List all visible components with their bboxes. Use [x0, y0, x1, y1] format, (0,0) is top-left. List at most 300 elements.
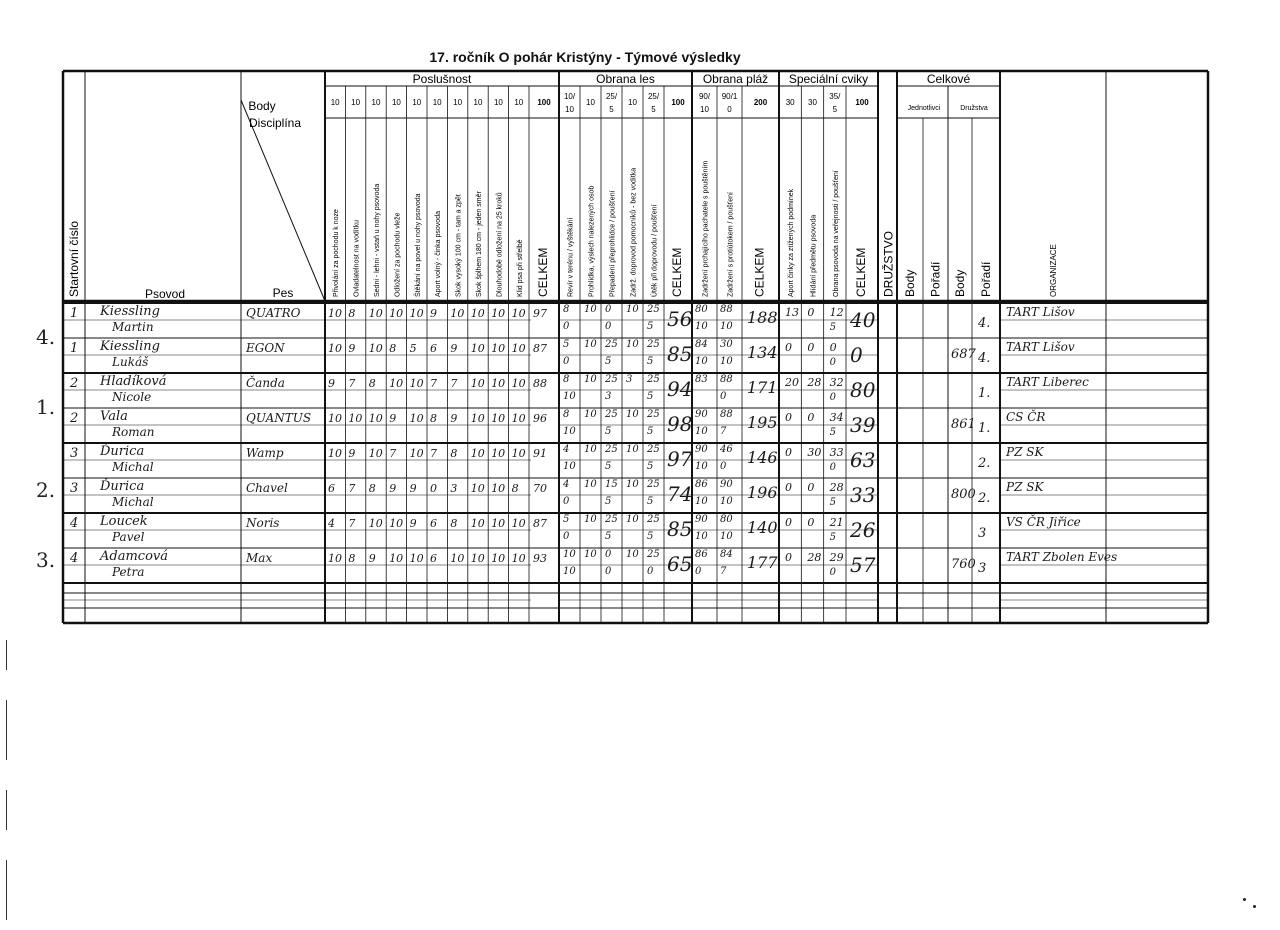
organizace-name: CS ČR: [1006, 410, 1046, 424]
poslusnost-score: 7: [389, 447, 397, 460]
specialni-celkem-label: CELKEM: [854, 247, 868, 297]
obrana-les-score: 25: [647, 514, 660, 525]
obrana-les-score: 10: [626, 444, 639, 455]
obrana-les-score-sub: 10: [563, 461, 576, 472]
obrana-les-score: 25: [605, 339, 618, 350]
specialni-score: 30: [807, 446, 822, 459]
obrana-plaz-score: 84: [695, 339, 708, 350]
obrana-les-score: 10: [584, 514, 597, 525]
scan-speck: [1243, 898, 1246, 901]
obrana-les-score-sub: 5: [605, 461, 612, 472]
poslusnost-celkem-label: CELKEM: [536, 247, 550, 297]
obrana-plaz-discipline-label: Zadržení s protiútokem / poušťení: [727, 192, 735, 297]
obrana-les-points: 10: [565, 105, 574, 114]
poslusnost-points: 10: [453, 98, 463, 107]
obrana-plaz-celkem: 188: [747, 308, 778, 327]
team-rank-margin: 3.: [36, 548, 56, 572]
obrana-les-score: 25: [605, 374, 618, 385]
obrana-les-score: 10: [626, 339, 639, 350]
obrana-les-score-sub: 0: [563, 356, 570, 367]
obrana-les-score: 10: [626, 549, 639, 560]
specialni-score-sub: 0: [829, 392, 837, 403]
obrana-plaz-score-sub: 10: [720, 356, 733, 367]
poslusnost-points: 10: [412, 98, 422, 107]
organizace-name: TART Lišov: [1006, 340, 1075, 354]
poslusnost-score: 10: [368, 412, 383, 425]
obrana-plaz-celkem: 195: [747, 413, 778, 432]
specialni-celkem: 33: [850, 483, 876, 507]
obrana-les-points: 10: [586, 98, 595, 107]
obrana-plaz-score-sub: 7: [720, 426, 727, 437]
celkove-discipline-label: Pořadí: [928, 261, 943, 297]
obrana-les-score-sub: 5: [605, 426, 612, 437]
obrana-les-score-sub: 10: [563, 566, 576, 577]
poslusnost-score: 10: [389, 552, 404, 565]
obrana-plaz-points: 10: [700, 105, 709, 114]
poslusnost-total-points: 100: [537, 98, 551, 107]
celkove-discipline-label: Pořadí: [979, 261, 993, 297]
poslusnost-score: 7: [348, 482, 356, 495]
obrana-plaz-celkem-label: CELKEM: [752, 247, 767, 297]
psovod-firstname: Michal: [112, 495, 154, 509]
specialni-score: 0: [785, 341, 792, 354]
poslusnost-score: 7: [430, 377, 437, 390]
pes-name: Wamp: [246, 446, 284, 460]
poradi-druzstva: 4.: [978, 351, 991, 366]
obrana-plaz-score: 88: [720, 374, 733, 385]
obrana-les-points: 25/: [647, 92, 660, 101]
obrana-les-discipline-label: Útěk při doprovodu / poušťení: [651, 204, 659, 297]
specialni-score-sub: 0: [829, 357, 837, 368]
psovod-firstname: Petra: [112, 565, 145, 579]
specialni-score: 0: [785, 446, 792, 459]
specialni-discipline-label: Hlídání předmětu psovoda: [810, 214, 818, 297]
poslusnost-score: 10: [470, 517, 485, 530]
body-label: Body: [248, 99, 276, 113]
poslusnost-score: 10: [511, 412, 526, 425]
specialni-score: 0: [807, 481, 815, 494]
obrana-les-score: 4: [563, 479, 570, 490]
specialni-score: 0: [807, 516, 815, 529]
obrana-les-score: 10: [626, 514, 639, 525]
obrana-les-score: 25: [647, 549, 660, 560]
obrana-plaz-score: 88: [720, 409, 733, 420]
specialni-score-sub: 0: [829, 567, 837, 578]
obrana-les-score: 10: [584, 409, 597, 420]
obrana-plaz-score-sub: 10: [695, 531, 708, 542]
obrana-les-score-sub: 3: [605, 391, 612, 402]
obrana-les-score: 0: [605, 304, 612, 315]
poslusnost-score: 10: [491, 342, 506, 355]
group-poslusnost: Poslušnost: [412, 72, 472, 86]
obrana-plaz-score-sub: 0: [720, 461, 727, 472]
obrana-les-score: 25: [647, 374, 660, 385]
druzstvo-label: DRUŽSTVO: [881, 231, 896, 297]
obrana-les-score: 10: [584, 479, 597, 490]
poslusnost-score: 10: [389, 377, 404, 390]
obrana-les-points: 5: [651, 105, 656, 114]
poslusnost-score: 10: [328, 552, 342, 565]
obrana-les-score-sub: 0: [605, 321, 612, 332]
body-druzstva: 800: [951, 487, 976, 502]
pes-name: QUANTUS: [246, 411, 312, 425]
poslusnost-score: 10: [409, 447, 424, 460]
obrana-les-score-sub: 0: [563, 496, 570, 507]
poradi-druzstva: 3: [978, 561, 987, 576]
celkove-discipline-label: Body: [953, 269, 967, 297]
psovod-surname: Ďurica: [100, 444, 145, 459]
poslusnost-score: 8: [368, 482, 376, 495]
poslusnost-score: 9: [389, 482, 397, 495]
obrana-les-celkem: 85: [667, 342, 693, 366]
poslusnost-celkem: 87: [533, 517, 547, 530]
disciplina-label: Disciplína: [248, 116, 302, 130]
obrana-les-score: 10: [626, 479, 639, 490]
obrana-les-score: 25: [647, 409, 660, 420]
poslusnost-discipline-label: Skok vysoký 100 cm - tam a zpět: [455, 194, 463, 297]
start-number: 4: [70, 516, 79, 531]
obrana-plaz-celkem: 140: [747, 518, 778, 537]
specialni-celkem: 40: [850, 308, 876, 332]
obrana-les-celkem: 85: [667, 517, 693, 541]
specialni-score: 0: [807, 341, 815, 354]
margin-mark: [6, 700, 7, 760]
obrana-plaz-score: 88: [720, 304, 733, 315]
poslusnost-discipline-label: Skok šplhem 180 cm - jeden směr: [476, 191, 483, 297]
group-specialni: Speciální cviky: [788, 72, 869, 86]
poslusnost-score: 7: [348, 517, 356, 530]
obrana-les-total-points: 100: [671, 98, 685, 107]
obrana-plaz-points: 0: [727, 105, 732, 114]
obrana-plaz-score-sub: 10: [695, 461, 708, 472]
poslusnost-discipline-label: Štěkání na povel u nohy psovoda: [414, 193, 422, 297]
poslusnost-score: 10: [409, 412, 424, 425]
obrana-les-score: 25: [647, 339, 660, 350]
psovod-firstname: Pavel: [112, 530, 145, 544]
obrana-plaz-score: 90: [695, 514, 708, 525]
poslusnost-score: 6: [430, 517, 437, 530]
specialni-score: 0: [785, 516, 792, 529]
obrana-les-celkem: 94: [667, 377, 693, 401]
obrana-les-score-sub: 5: [647, 461, 654, 472]
specialni-celkem: 0: [850, 343, 863, 367]
poslusnost-score: 10: [348, 412, 363, 425]
obrana-plaz-score-sub: 10: [695, 321, 708, 332]
poslusnost-score: 10: [511, 342, 526, 355]
poslusnost-score: 10: [511, 517, 526, 530]
poslusnost-score: 0: [430, 482, 437, 495]
obrana-plaz-points: 90/1: [721, 92, 738, 101]
poslusnost-points: 10: [432, 98, 442, 107]
obrana-les-score: 25: [605, 514, 618, 525]
poslusnost-score: 10: [491, 307, 506, 320]
poslusnost-score: 9: [450, 342, 458, 355]
poslusnost-score: 10: [491, 552, 506, 565]
poslusnost-points: 10: [371, 98, 381, 107]
poslusnost-discipline-label: Přivolání za pochodu k noze: [333, 209, 341, 297]
poslusnost-score: 10: [470, 482, 485, 495]
obrana-plaz-discipline-label: Zadržení prchajícího pachatele s pouštěním: [702, 160, 710, 297]
poslusnost-score: 4: [328, 517, 335, 530]
obrana-les-score-sub: 0: [605, 566, 612, 577]
obrana-les-points: 10: [628, 98, 637, 107]
poslusnost-score: 9: [389, 412, 397, 425]
obrana-les-score-sub: 10: [563, 426, 576, 437]
organizace-name: TART Liberec: [1006, 375, 1089, 389]
obrana-les-score-sub: 5: [647, 531, 654, 542]
scan-speck: [1253, 905, 1256, 908]
psovod-firstname: Martin: [112, 320, 154, 334]
celkove-discipline-label: Body: [903, 269, 917, 297]
body-druzstva: 687: [951, 347, 976, 362]
organizace-name: TART Lišov: [1006, 305, 1075, 319]
specialni-celkem: 39: [850, 413, 876, 437]
psovod-firstname: Lukáš: [112, 355, 149, 369]
group-obrana-les: Obrana les: [596, 72, 655, 86]
obrana-les-score: 10: [626, 409, 639, 420]
poslusnost-points: 10: [391, 98, 401, 107]
organizace-name: PZ SK: [1006, 480, 1044, 494]
poslusnost-score: 5: [409, 342, 417, 355]
poslusnost-score: 10: [450, 307, 465, 320]
obrana-plaz-score: 90: [720, 479, 733, 490]
poslusnost-score: 3: [450, 482, 458, 495]
obrana-plaz-score-sub: 10: [695, 426, 708, 437]
poslusnost-score: 10: [368, 307, 383, 320]
obrana-les-celkem-label: CELKEM: [670, 247, 684, 297]
start-number: 2: [70, 411, 79, 426]
margin-mark: [6, 640, 7, 670]
poslusnost-score: 10: [409, 552, 424, 565]
psovod-surname: Loucek: [100, 514, 148, 529]
poslusnost-discipline-label: Aport volný - činka psovoda: [435, 211, 443, 297]
specialni-points: 35/: [829, 92, 841, 101]
specialni-score: 0: [785, 481, 792, 494]
obrana-les-score: 25: [605, 409, 618, 420]
psovod-surname: Kiessling: [100, 304, 160, 319]
obrana-plaz-score-sub: 0: [695, 566, 702, 577]
poslusnost-points: 10: [351, 98, 361, 107]
poslusnost-points: 10: [473, 98, 483, 107]
pes-name: QUATRO: [246, 306, 301, 320]
poslusnost-score: 10: [511, 377, 526, 390]
poslusnost-celkem: 87: [533, 342, 547, 355]
obrana-les-score: 5: [563, 514, 570, 525]
poslusnost-discipline-label: Klid psa při střelbě: [516, 239, 524, 297]
obrana-plaz-celkem: 134: [747, 343, 778, 362]
obrana-plaz-score-sub: 10: [695, 356, 708, 367]
specialni-score-sub: 0: [829, 462, 837, 473]
obrana-plaz-score: 90: [695, 444, 708, 455]
psovod-surname: Kiessling: [100, 339, 160, 354]
poslusnost-score: 10: [409, 377, 424, 390]
organizace-label: ORGANIZACE: [1049, 244, 1058, 297]
poslusnost-score: 8: [348, 307, 356, 320]
psovod-firstname: Michal: [112, 460, 154, 474]
poslusnost-score: 10: [328, 307, 342, 320]
obrana-les-score: 8: [563, 409, 570, 420]
organizace-name: PZ SK: [1006, 445, 1044, 459]
obrana-les-score-sub: 5: [647, 496, 654, 507]
specialni-score: 28: [807, 551, 822, 564]
obrana-les-score: 25: [605, 444, 618, 455]
poslusnost-score: 10: [491, 377, 506, 390]
obrana-plaz-celkem: 196: [747, 483, 778, 502]
start-number: 1: [70, 306, 79, 321]
obrana-plaz-score: 30: [720, 339, 733, 350]
poslusnost-celkem: 88: [533, 377, 547, 390]
obrana-plaz-score: 83: [695, 374, 708, 385]
obrana-les-celkem: 97: [667, 447, 693, 471]
obrana-les-score-sub: 5: [647, 391, 654, 402]
obrana-plaz-celkem: 177: [747, 553, 778, 572]
obrana-plaz-score: 80: [720, 514, 733, 525]
start-number: 3: [70, 481, 79, 496]
obrana-les-score: 25: [647, 479, 660, 490]
specialni-score: 0: [829, 341, 837, 354]
obrana-plaz-celkem: 171: [747, 378, 778, 397]
specialni-score-sub: 5: [829, 427, 837, 438]
poslusnost-score: 9: [430, 307, 437, 320]
obrana-les-score: 15: [605, 479, 618, 490]
pes-name: Chavel: [246, 481, 288, 495]
start-number: 1: [70, 341, 79, 356]
obrana-les-score: 5: [563, 339, 570, 350]
poslusnost-score: 10: [450, 552, 465, 565]
poslusnost-score: 10: [470, 447, 485, 460]
specialni-points: 5: [832, 105, 838, 114]
poslusnost-discipline-label: Dlouhodobé odložení na 25 kroků: [496, 192, 504, 297]
poslusnost-score: 10: [491, 517, 506, 530]
poslusnost-discipline-label: Sedni - lehni - vstaň u nohy psovoda: [374, 183, 381, 297]
poslusnost-points: 10: [330, 98, 340, 107]
poradi-druzstva: 2.: [978, 456, 991, 471]
obrana-les-discipline-label: Zadrž. doprovod pomocníků - bez vodítka: [630, 167, 638, 297]
obrana-les-score-sub: 5: [647, 356, 654, 367]
obrana-les-celkem: 74: [667, 482, 693, 506]
organizace-name: TART Zbolen Eves: [1006, 550, 1118, 564]
specialni-score: 13: [785, 306, 799, 319]
poradi-druzstva: 3: [978, 526, 987, 541]
specialni-score: 32: [829, 376, 844, 389]
obrana-les-score: 10: [563, 549, 576, 560]
specialni-score: 28: [829, 481, 844, 494]
obrana-les-score-sub: 5: [605, 496, 612, 507]
start-number: 4: [70, 551, 79, 566]
poslusnost-celkem: 96: [533, 412, 547, 425]
poslusnost-score: 8: [511, 482, 519, 495]
obrana-les-discipline-label: Přepadení přeprohlídce / poušťení: [609, 190, 617, 297]
pes-name: Noris: [246, 516, 280, 530]
obrana-les-score-sub: 5: [647, 426, 654, 437]
poslusnost-celkem: 93: [533, 552, 547, 565]
specialni-celkem: 80: [850, 378, 876, 402]
pes-name: Čanda: [246, 376, 285, 390]
poslusnost-score: 8: [368, 377, 376, 390]
obrana-les-score: 8: [563, 304, 570, 315]
obrana-les-score: 10: [584, 339, 597, 350]
obrana-plaz-score: 90: [695, 409, 708, 420]
obrana-les-score: 10: [584, 549, 597, 560]
poslusnost-score: 10: [491, 482, 506, 495]
poslusnost-discipline-label: Odložení za pochodu vleže: [394, 212, 402, 297]
poslusnost-points: 10: [493, 98, 503, 107]
obrana-plaz-score: 46: [720, 444, 733, 455]
specialni-score-sub: 5: [829, 532, 837, 543]
pes-label: Pes: [272, 286, 294, 300]
specialni-celkem: 26: [850, 518, 876, 542]
poslusnost-score: 8: [348, 552, 356, 565]
psovod-firstname: Roman: [112, 425, 155, 439]
pes-name: EGON: [246, 341, 285, 355]
obrana-plaz-score: 86: [695, 549, 708, 560]
poslusnost-score: 10: [368, 342, 383, 355]
obrana-plaz-total-points: 200: [753, 98, 768, 107]
poslusnost-score: 9: [348, 447, 356, 460]
obrana-les-score: 0: [605, 549, 612, 560]
obrana-plaz-score-sub: 0: [720, 391, 727, 402]
poslusnost-score: 10: [470, 412, 485, 425]
start-number: 3: [70, 446, 79, 461]
psovod-label: Psovod: [144, 287, 186, 301]
poslusnost-score: 9: [348, 342, 356, 355]
obrana-les-score: 25: [647, 444, 660, 455]
specialni-score: 29: [829, 551, 844, 564]
specialni-score: 0: [785, 551, 792, 564]
obrana-les-celkem: 98: [667, 412, 693, 436]
poslusnost-score: 10: [328, 342, 342, 355]
obrana-les-score-sub: 5: [605, 531, 612, 542]
poslusnost-score: 10: [491, 447, 506, 460]
specialni-celkem: 63: [850, 448, 876, 472]
start-number: 2: [70, 376, 79, 391]
poslusnost-score: 10: [389, 517, 404, 530]
specialni-score-sub: 5: [829, 497, 837, 508]
psovod-surname: Ďurica: [100, 479, 145, 494]
poslusnost-score: 6: [328, 482, 335, 495]
specialni-score: 34: [829, 411, 844, 424]
specialni-score: 28: [807, 376, 822, 389]
startovni-cislo-label: Startovní číslo: [67, 220, 81, 297]
diagonal-line: [241, 100, 325, 301]
obrana-plaz-score: 84: [720, 549, 733, 560]
poslusnost-celkem: 97: [533, 307, 547, 320]
specialni-score: 0: [785, 411, 792, 424]
poslusnost-score: 8: [389, 342, 397, 355]
obrana-les-score: 4: [563, 444, 570, 455]
sub-jednotlivci: Jednotlivci: [907, 105, 941, 112]
poradi-druzstva: 1.: [978, 421, 991, 436]
poslusnost-score: 10: [389, 307, 404, 320]
poslusnost-score: 10: [409, 307, 424, 320]
poslusnost-score: 9: [409, 482, 417, 495]
obrana-plaz-celkem: 146: [747, 448, 778, 467]
poslusnost-score: 10: [491, 412, 506, 425]
obrana-les-points: 25/: [605, 92, 618, 101]
specialni-points: 30: [808, 98, 817, 107]
obrana-les-score-sub: 0: [647, 566, 654, 577]
poslusnost-score: 10: [368, 517, 383, 530]
poslusnost-score: 7: [430, 447, 437, 460]
poslusnost-celkem: 70: [533, 482, 547, 495]
team-rank-margin: 2.: [36, 478, 56, 502]
obrana-les-points: 10/: [563, 92, 576, 101]
sub-druzstva: Družstva: [960, 105, 988, 112]
group-celkove: Celkové: [926, 72, 971, 86]
specialni-discipline-label: Obrana psovoda na veřejnosti / poušťení: [832, 170, 840, 297]
obrana-les-celkem: 56: [667, 307, 693, 331]
margin-mark: [6, 860, 7, 920]
